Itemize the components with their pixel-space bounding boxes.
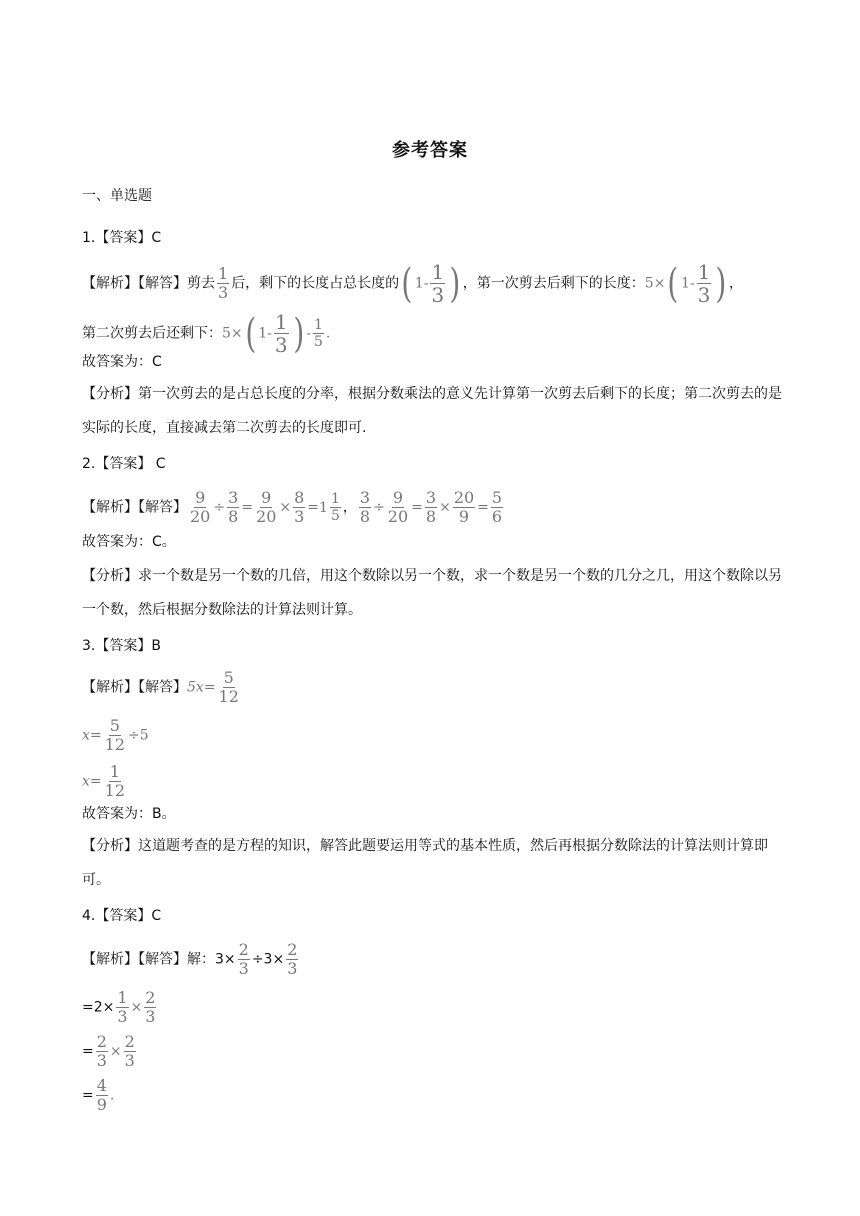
fraction: $\frac{5}{6}$	[491, 488, 503, 526]
paren: (	[401, 260, 413, 307]
q1-jiexi-line2: 第二次剪去后还剩下：5×( 1- $\frac{1}{3}$ ) - $\frac{1}{5}$ .	[82, 310, 331, 357]
q3-answer: 3.【答案】B	[82, 638, 161, 654]
fraction: $\frac{1}{3}$	[274, 310, 288, 357]
q1-jiexi: 【解析】【解答】剪去 $\frac{1}{3}$ 后，剩下的长度占总长度的( 1- $\frac{1}{3}$ ) ，第一次剪去后剩下的长度：5×( 1- $\frac{1}{3}$ ) ，	[82, 260, 744, 307]
fraction: $\frac{3}{8}$	[228, 488, 239, 526]
fraction: 1 5	[330, 491, 340, 524]
fraction: $\frac{2}{3}$	[238, 940, 249, 978]
paren: (	[667, 260, 679, 307]
fraction: $\frac{1}{5}$	[313, 317, 323, 350]
q4-step3: = $\frac{2}{3}$ × $\frac{2}{3}$	[82, 1032, 135, 1070]
paren: )	[292, 310, 304, 357]
fraction: $\frac{3}{8}$	[425, 488, 437, 526]
paren: )	[715, 260, 727, 307]
fraction: $\frac{4}{9}$	[96, 1076, 107, 1114]
fraction: $\frac{1}{12}$	[104, 762, 125, 800]
fraction: $\frac{2}{3}$	[145, 988, 156, 1026]
q2-analysis: 【分析】求一个数是另一个数的几倍，用这个数除以另一个数，求一个数是另一个数的几分之几，用这个数除以另一个数，然后根据分数除法的计算法则计算。	[82, 568, 782, 618]
q1-conclusion: 故答案为：C	[82, 354, 162, 370]
fraction: $\frac{1}{3}$	[117, 988, 128, 1026]
mixed-number: 1 1 5	[319, 491, 340, 524]
page-title: 参考答案	[392, 140, 468, 161]
section-heading: 一、单选题	[82, 188, 152, 204]
fraction: $\frac{1}{3}$	[697, 260, 711, 307]
q4-step2: =2× $\frac{1}{3}$ × $\frac{2}{3}$	[82, 988, 156, 1026]
fraction: $\frac{3}{8}$	[359, 488, 371, 526]
q3-conclusion: 故答案为：B。	[82, 806, 176, 822]
fraction: $\frac{8}{3}$	[294, 488, 305, 526]
q1-jiexi-mid2: ，第一次剪去后剩下的长度：	[462, 275, 645, 292]
q3-analysis: 【分析】这道题考查的是方程的知识，解答此题要运用等式的基本性质，然后再根据分数除法的计算法则计算即可。	[82, 838, 768, 888]
q3-step1: x= $\frac{5}{12}$ ÷5	[82, 716, 149, 754]
q2-jiexi: 【解析】【解答】 $\frac{9}{20}$ ÷ $\frac{3}{8}$ = $\frac{9}{20}$ × $\frac{8}{3}$ = 1 1 5 ， $\frac{3}{8}$ ÷ $\frac{9}{20}$ = $\frac{3}{8}$ × $\frac{20}{9}$ = $\frac{5}{6}$	[82, 488, 503, 526]
q4-jiexi: 【解析】【解答】解：3× $\frac{2}{3}$ ÷3× $\frac{2}{3}$	[82, 940, 298, 978]
q2-answer: 2.【答案】 C	[82, 456, 166, 472]
q1-analysis: 【分析】第一次剪去的是占总长度的分率，根据分数乘法的意义先计算第一次剪去后剩下的长度；第二次剪去的是实际的长度，直接减去第二次剪去的长度即可.	[82, 386, 782, 436]
fraction: $\frac{1}{3}$	[431, 260, 445, 307]
q1-answer: 1.【答案】C	[82, 230, 162, 246]
q2-conclusion: 故答案为：C。	[82, 534, 176, 550]
fraction: $\frac{5}{12}$	[218, 668, 239, 706]
fraction: $\frac{2}{3}$	[124, 1032, 135, 1070]
fraction: $\frac{2}{3}$	[287, 940, 298, 978]
q3-step2: x= $\frac{1}{12}$	[82, 762, 125, 800]
fraction: $\frac{9}{20}$	[190, 488, 211, 526]
q4-answer: 4.【答案】C	[82, 908, 162, 924]
fraction: $\frac{2}{3}$	[96, 1032, 107, 1070]
fraction: $\frac{9}{20}$	[387, 488, 409, 526]
fraction: $\frac{5}{12}$	[104, 716, 125, 754]
fraction: $\frac{20}{9}$	[453, 488, 475, 526]
q1-jiexi-prefix: 【解析】【解答】剪去	[82, 275, 215, 292]
fraction: $\frac{9}{20}$	[256, 488, 277, 526]
q3-jiexi: 【解析】【解答】5x= $\frac{5}{12}$	[82, 668, 239, 706]
paren: )	[449, 260, 461, 307]
paren: (	[244, 310, 256, 357]
q1-jiexi-mid1: 后，剩下的长度占总长度的	[231, 275, 400, 292]
fraction: $\frac{1}{3}$	[218, 264, 229, 302]
q4-step4: = $\frac{4}{9}$ .	[82, 1076, 115, 1114]
